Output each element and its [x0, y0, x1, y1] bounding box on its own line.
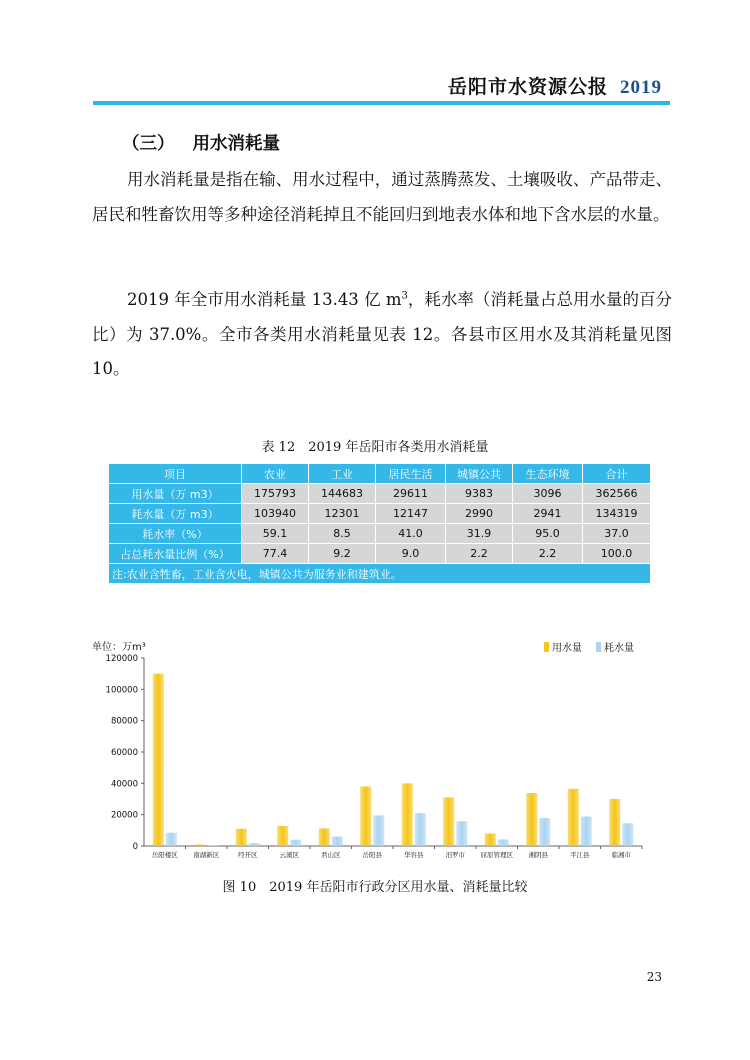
bar-consumption — [290, 840, 301, 846]
bar-consumption — [498, 839, 509, 846]
bar-water-use — [443, 797, 454, 846]
figure-caption: 图 10 2019 年岳阳市行政分区用水量、消耗量比较 — [222, 880, 528, 895]
header-title — [448, 72, 662, 99]
table-cell: 2941 — [513, 504, 583, 524]
bar-water-use — [236, 829, 247, 846]
x-tick-label: 云溪区 — [279, 851, 299, 859]
section-title-text: 用水消耗量 — [192, 134, 280, 154]
page-number: 23 — [646, 970, 662, 984]
chart-unit-label: 单位：万m³ — [92, 642, 146, 653]
table-cell: 362566 — [583, 484, 651, 504]
table-cell: 134319 — [583, 504, 651, 524]
table-cell: 9.0 — [376, 544, 446, 564]
consumption-table — [108, 463, 651, 584]
legend-label: 用水量 — [552, 643, 582, 654]
x-tick-label: 华容县 — [404, 851, 424, 859]
table-cell: 175793 — [242, 484, 309, 504]
x-tick-label: 岳阳楼区 — [151, 851, 178, 859]
bar-consumption — [581, 817, 592, 846]
table-cell: 3096 — [513, 484, 583, 504]
bar-water-use — [360, 786, 371, 846]
x-tick-label: 临湘市 — [611, 851, 631, 859]
table-note: 注:农业含牲畜，工业含火电，城镇公共为服务业和建筑业。 — [109, 564, 651, 584]
x-tick-label: 岳阳县 — [362, 851, 382, 859]
bar-consumption — [415, 813, 426, 846]
paragraph-definition: 用水消耗量是指在输、用水过程中，通过蒸腾蒸发、土壤吸收、产品带走、居民和牲畜饮用等多种途径消耗掉且不能回归到地表水体和地下含水层的水量。 — [92, 170, 672, 224]
x-tick-label: 南湖新区 — [193, 851, 220, 859]
table-cell: 29611 — [376, 484, 446, 504]
table-row-label: 耗水率（%） — [109, 524, 242, 544]
table-header-row — [109, 464, 651, 484]
table-caption: 表 12 2019 年岳阳市各类用水消耗量 — [261, 440, 489, 455]
table-row-label: 占总耗水量比例（%） — [109, 544, 242, 564]
table-cell: 77.4 — [242, 544, 309, 564]
table-header-cell: 居民生活 — [376, 464, 446, 484]
table-row — [109, 524, 651, 544]
y-tick-label: 0 — [132, 842, 138, 852]
bar-consumption — [456, 821, 467, 846]
paragraph-summary-part2: ，耗水率（消耗量占总用水量的百分比）为 37.0%。全市各类用水消耗量见表 12。各县市区用水及其消耗量见图 10。 — [92, 290, 673, 378]
table-row — [109, 484, 651, 504]
legend-swatch — [544, 642, 549, 652]
table-header-cell: 城镇公共 — [446, 464, 513, 484]
table-cell: 12301 — [309, 504, 376, 524]
x-tick-label: 平江县 — [570, 851, 590, 859]
bar-water-use — [277, 826, 288, 846]
table-cell: 95.0 — [513, 524, 583, 544]
bar-consumption — [332, 837, 343, 846]
paragraph-summary — [92, 283, 672, 387]
bar-water-use — [568, 789, 579, 846]
table-row — [109, 504, 651, 524]
bar-consumption — [207, 845, 218, 846]
table-cell: 144683 — [309, 484, 376, 504]
bar-water-use — [485, 833, 496, 846]
table-cell: 59.1 — [242, 524, 309, 544]
table-cell: 9383 — [446, 484, 513, 504]
table-header-cell: 工业 — [309, 464, 376, 484]
table-note-row — [109, 564, 651, 584]
table-cell: 2990 — [446, 504, 513, 524]
table-row — [109, 544, 651, 564]
y-tick-label: 40000 — [110, 779, 138, 790]
bar-water-use — [153, 674, 164, 846]
bar-consumption — [622, 823, 633, 846]
bar-consumption — [373, 815, 384, 846]
table-cell: 8.5 — [309, 524, 376, 544]
section-title — [122, 130, 280, 155]
table-cell: 41.0 — [376, 524, 446, 544]
y-tick-label: 100000 — [105, 685, 138, 696]
table-cell: 12147 — [376, 504, 446, 524]
table-cell: 9.2 — [309, 544, 376, 564]
table-cell: 2.2 — [446, 544, 513, 564]
bar-consumption — [166, 833, 177, 846]
water-use-bar-chart — [92, 636, 660, 866]
y-tick-label: 80000 — [110, 716, 138, 727]
table-header-cell: 农业 — [242, 464, 309, 484]
paragraph-summary-part1: 2019 年全市用水消耗量 13.43 亿 m — [127, 290, 402, 309]
table-header-cell: 合计 — [583, 464, 651, 484]
bar-consumption — [539, 818, 550, 846]
table-cell: 31.9 — [446, 524, 513, 544]
bar-water-use — [194, 844, 205, 846]
bar-water-use — [319, 828, 330, 846]
section-number: （三） — [122, 134, 175, 154]
legend-label: 耗水量 — [604, 643, 634, 654]
table-row-label: 用水量（万 m3） — [109, 484, 242, 504]
x-tick-label: 屈原管理区 — [480, 851, 513, 859]
table-cell: 2.2 — [513, 544, 583, 564]
y-tick-label: 60000 — [110, 748, 138, 758]
bar-consumption — [249, 843, 260, 846]
bar-water-use — [526, 793, 537, 846]
table-cell: 100.0 — [583, 544, 651, 564]
legend-swatch — [596, 642, 601, 652]
x-tick-label: 经开区 — [238, 851, 258, 859]
x-tick-label: 君山区 — [321, 851, 341, 859]
bar-water-use — [402, 783, 413, 846]
table-row-label: 耗水量（万 m3） — [109, 504, 242, 524]
table-cell: 37.0 — [583, 524, 651, 544]
bar-water-use — [609, 799, 620, 846]
header-year: 2019 — [620, 77, 662, 98]
y-tick-label: 20000 — [110, 810, 138, 821]
header-rule — [93, 101, 670, 105]
header-title-text: 岳阳市水资源公报 — [447, 76, 608, 98]
x-tick-label: 汨罗市 — [445, 851, 465, 859]
x-tick-label: 湘阴县 — [528, 851, 548, 859]
table-cell: 103940 — [242, 504, 309, 524]
y-tick-label: 120000 — [105, 654, 138, 664]
table-header-cell: 项目 — [109, 464, 242, 484]
table-header-cell: 生态环境 — [513, 464, 583, 484]
superscript-3: 3 — [401, 290, 408, 302]
